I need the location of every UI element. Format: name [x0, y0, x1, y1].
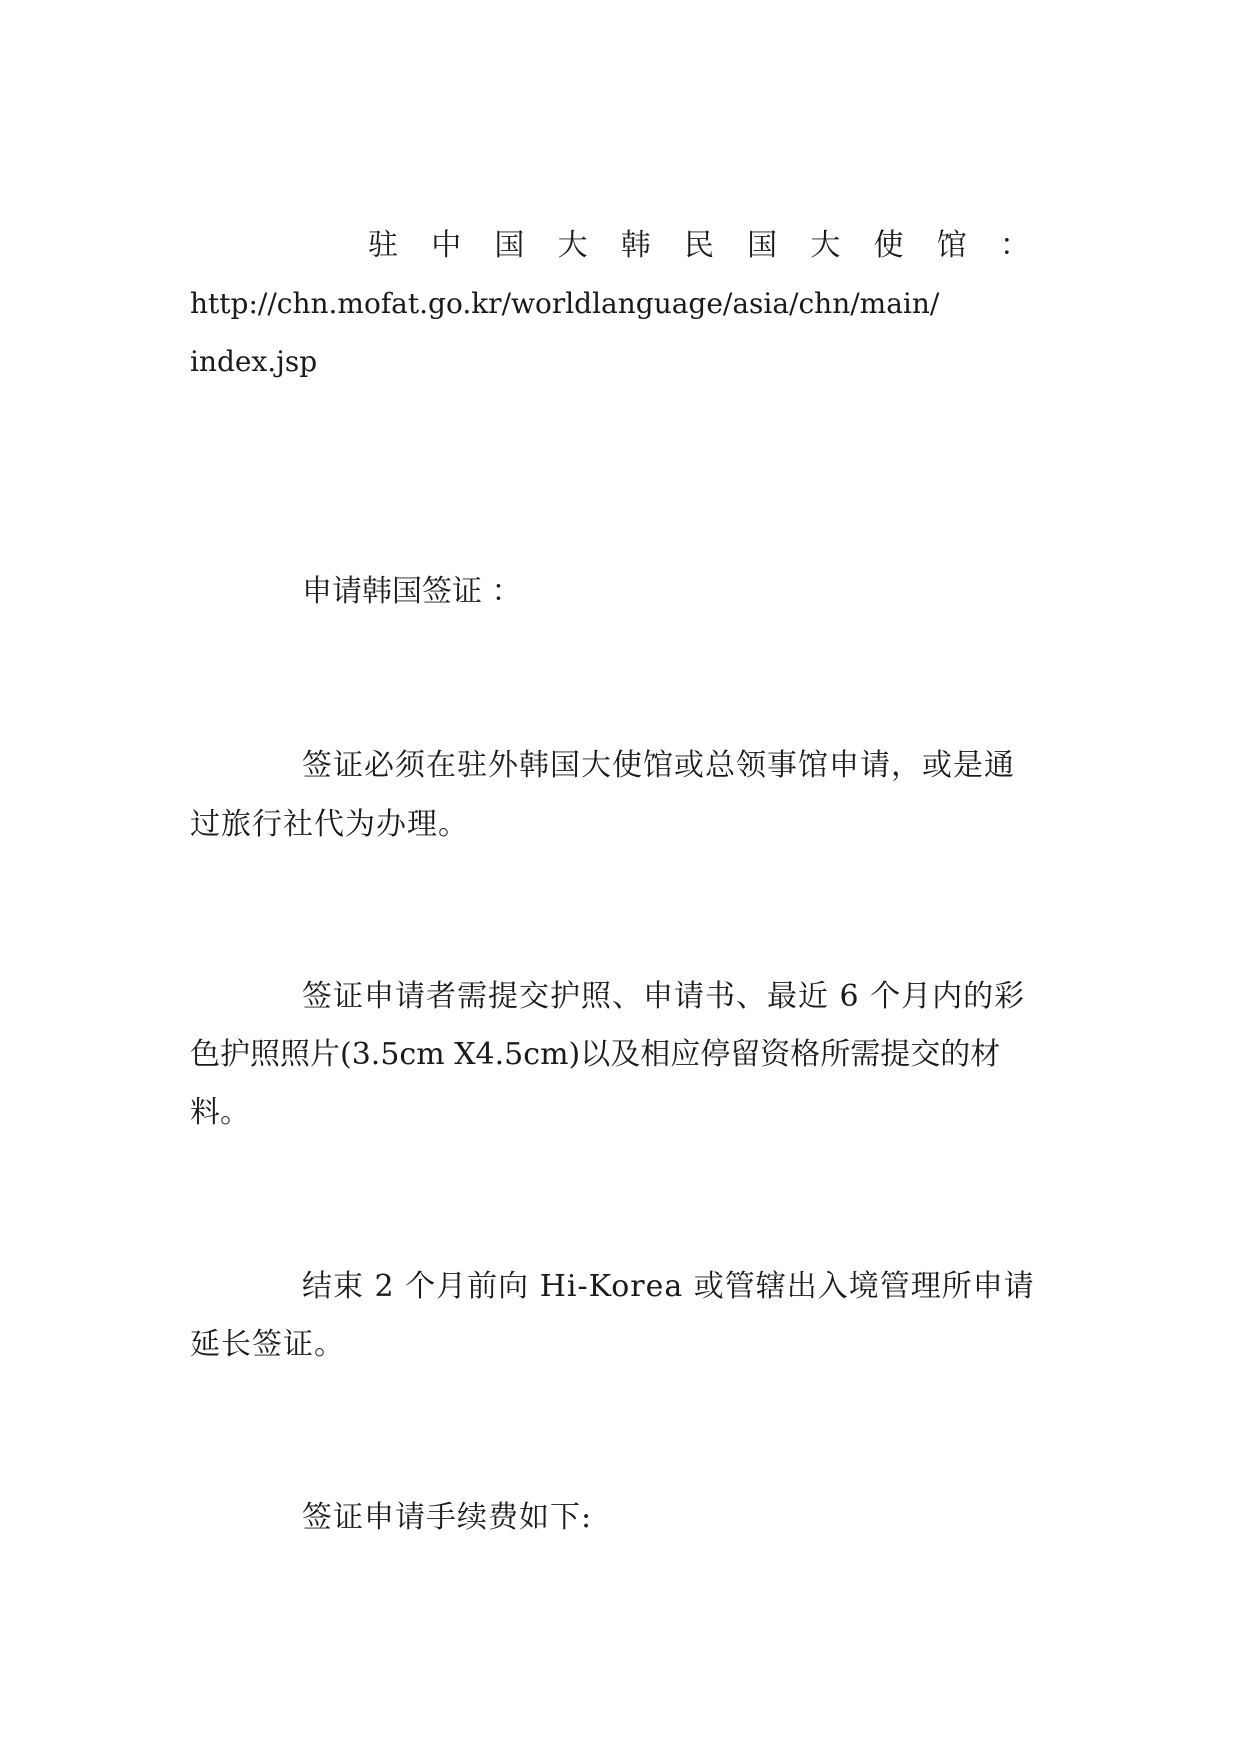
- embassy-label: [368, 226, 1030, 266]
- paragraph-line: 料。: [190, 1095, 250, 1130]
- fees-heading: 签证申请手续费如下:: [302, 1500, 593, 1535]
- embassy-label-char: ：: [999, 228, 1030, 263]
- apply-heading: 申请韩国签证 ：: [302, 574, 522, 609]
- embassy-url-line[interactable]: http://chn.mofat.go.kr/worldlanguage/asia/chn/main/: [190, 287, 940, 320]
- embassy-label-char: 国: [747, 228, 778, 263]
- embassy-label-char: 大: [810, 228, 841, 263]
- embassy-label-char: 馆: [936, 228, 967, 263]
- paragraph-line: 签证申请者需提交护照、申请书、最近 6 个月内的彩: [302, 979, 1026, 1014]
- embassy-label-char: 中: [431, 228, 462, 263]
- embassy-label-char: 韩: [620, 228, 651, 263]
- embassy-label-char: 民: [683, 228, 714, 263]
- paragraph-line: 签证必须在驻外韩国大使馆或总领事馆申请，或是通: [302, 748, 1015, 783]
- paragraph-line: 色护照照片(3.5cm X4.5cm)以及相应停留资格所需提交的材: [190, 1037, 1001, 1072]
- embassy-label-char: 大: [557, 228, 588, 263]
- embassy-url-line[interactable]: index.jsp: [190, 345, 318, 378]
- embassy-label-char: 使: [873, 228, 904, 263]
- paragraph-line: 结束 2 个月前向 Hi-Korea 或管辖出入境管理所申请: [302, 1269, 1035, 1304]
- embassy-label-char: 国: [494, 228, 525, 263]
- paragraph-line: 延长签证。: [190, 1327, 345, 1362]
- embassy-label-char: 驻: [368, 228, 398, 263]
- paragraph-line: 过旅行社代为办理。: [190, 807, 469, 842]
